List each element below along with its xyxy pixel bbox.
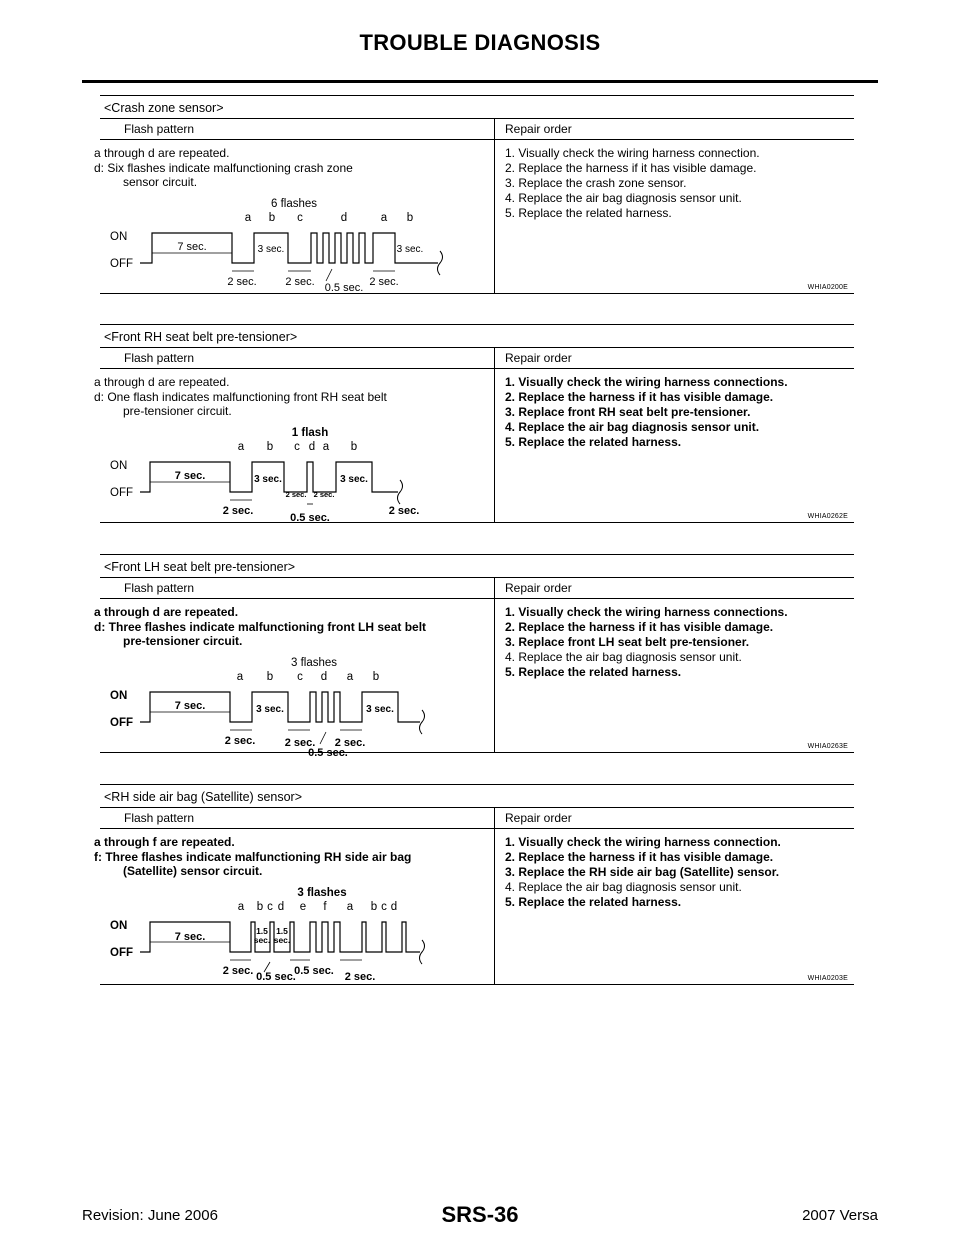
flash-pattern-header: Flash pattern: [100, 348, 494, 369]
on-label: ON: [110, 231, 128, 243]
svg-text:a: a: [380, 212, 388, 224]
repair-step: 5. Replace the related harness.: [505, 435, 682, 449]
svg-text:a: a: [346, 671, 354, 683]
svg-text:a: a: [346, 901, 354, 913]
repair-step: 3. Replace front RH seat belt pre-tensioner.: [505, 405, 751, 419]
svg-text:2 sec.: 2 sec.: [344, 971, 376, 983]
svg-text:c: c: [267, 901, 273, 913]
footer-revision: Revision: June 2006: [82, 1207, 218, 1224]
section-label: <RH side air bag (Satellite) sensor>: [104, 790, 303, 804]
svg-text:3 sec.: 3 sec.: [257, 244, 285, 255]
svg-text:f: f: [323, 901, 327, 913]
repair-step: 2. Replace the harness if it has visible damage.: [505, 620, 774, 634]
svg-text:d: d: [277, 901, 285, 913]
repair-step: 1. Visually check the wiring harness connection.: [505, 835, 781, 849]
repair-order-header: Repair order: [495, 578, 854, 599]
repair-step: 4. Replace the air bag diagnosis sensor unit.: [505, 880, 742, 894]
svg-text:2 sec.: 2 sec.: [285, 276, 315, 288]
repair-steps: [495, 599, 854, 680]
svg-text:0.5 sec.: 0.5 sec.: [256, 971, 296, 983]
pattern-description: a through d are repeated. d: One flash indicates malfunctioning front RH seat belt pre-tensioner circuit.: [94, 375, 387, 418]
page-title: TROUBLE DIAGNOSIS: [359, 30, 601, 55]
svg-text:7 sec.: 7 sec.: [177, 241, 207, 253]
svg-text:3 sec.: 3 sec.: [396, 244, 424, 255]
svg-text:d: d: [340, 212, 348, 224]
svg-text:1.5: 1.5: [276, 926, 288, 936]
footer-page-number: SRS-36: [441, 1202, 519, 1227]
repair-order-header: Repair order: [495, 808, 854, 829]
title-rule: [82, 80, 878, 83]
svg-text:2 sec.: 2 sec.: [369, 276, 399, 288]
svg-text:2 sec.: 2 sec.: [388, 505, 420, 517]
section-label: <Crash zone sensor>: [104, 101, 224, 115]
repair-step: 3. Replace front LH seat belt pre-tensioner.: [505, 635, 750, 649]
flash-waveform-diagram: [104, 195, 494, 293]
flash-waveform-diagram: [104, 424, 494, 522]
pattern-description: a through d are repeated. d: Six flashes indicate malfunctioning crash zone sensor circuit.: [94, 146, 353, 189]
svg-text:0.5 sec.: 0.5 sec.: [294, 965, 334, 977]
svg-text:a: a: [236, 671, 244, 683]
off-label: OFF: [110, 487, 133, 499]
svg-text:b: b: [350, 441, 358, 453]
svg-text:2 sec.: 2 sec.: [285, 490, 307, 499]
repair-steps: [495, 140, 854, 221]
flash-pattern-header: Flash pattern: [100, 808, 494, 829]
repair-step: 3. Replace the crash zone sensor.: [505, 176, 687, 190]
svg-text:b: b: [370, 901, 378, 913]
svg-text:a: a: [237, 901, 245, 913]
repair-step: 1. Visually check the wiring harness connections.: [505, 605, 788, 619]
svg-text:d: d: [390, 901, 398, 913]
repair-step: 2. Replace the harness if it has visible damage.: [505, 390, 774, 404]
repair-step: 5. Replace the related harness.: [505, 206, 672, 220]
figure-reference: WHIA0262E: [807, 513, 848, 520]
section-crash-zone-sensor: [94, 95, 854, 294]
repair-step: 1. Visually check the wiring harness connections.: [505, 375, 788, 389]
svg-text:7 sec.: 7 sec.: [174, 931, 206, 943]
svg-text:c: c: [381, 901, 387, 913]
svg-text:3 sec.: 3 sec.: [256, 704, 284, 715]
flash-waveform-diagram: [104, 884, 494, 984]
repair-step: 5. Replace the related harness.: [505, 895, 682, 909]
svg-text:d: d: [308, 441, 316, 453]
svg-text:b: b: [266, 671, 274, 683]
repair-step: 1. Visually check the wiring harness connection.: [505, 146, 760, 160]
svg-text:b: b: [256, 901, 264, 913]
off-label: OFF: [110, 258, 133, 270]
svg-text:b: b: [372, 671, 380, 683]
flash-waveform-diagram: [104, 654, 494, 759]
section-label: <Front RH seat belt pre-tensioner>: [104, 330, 298, 344]
svg-text:3 sec.: 3 sec.: [366, 704, 394, 715]
svg-text:sec.: sec.: [273, 935, 291, 945]
repair-order-header: Repair order: [495, 119, 854, 140]
repair-step: 4. Replace the air bag diagnosis sensor unit.: [505, 650, 742, 664]
repair-order-header: Repair order: [495, 348, 854, 369]
svg-text:2 sec.: 2 sec.: [224, 735, 256, 747]
off-label: OFF: [110, 717, 133, 729]
repair-step: 4. Replace the air bag diagnosis sensor unit.: [505, 191, 742, 205]
flash-pattern-header: Flash pattern: [100, 578, 494, 599]
repair-step: 5. Replace the related harness.: [505, 665, 682, 679]
repair-step: 4. Replace the air bag diagnosis sensor unit.: [505, 420, 760, 434]
svg-text:3 sec.: 3 sec.: [340, 474, 368, 485]
on-label: ON: [110, 460, 128, 472]
svg-text:a: a: [237, 441, 245, 453]
repair-steps: [495, 369, 854, 450]
svg-text:2 sec.: 2 sec.: [313, 490, 335, 499]
svg-text:c: c: [297, 671, 303, 683]
svg-text:3 sec.: 3 sec.: [254, 474, 282, 485]
svg-text:2 sec.: 2 sec.: [222, 505, 254, 517]
svg-text:sec.: sec.: [253, 935, 271, 945]
flashes-label: 6 flashes: [270, 198, 318, 210]
svg-text:2 sec.: 2 sec.: [334, 737, 366, 749]
on-label: ON: [110, 920, 128, 932]
svg-text:2 sec.: 2 sec.: [284, 737, 316, 749]
repair-step: 2. Replace the harness if it has visible damage.: [505, 850, 774, 864]
figure-reference: WHIA0200E: [807, 284, 848, 291]
section-label: <Front LH seat belt pre-tensioner>: [104, 560, 296, 574]
flashes-label: 3 flashes: [297, 887, 347, 899]
repair-step: 3. Replace the RH side air bag (Satellite) sensor.: [505, 865, 780, 879]
pattern-description: a through f are repeated. f: Three flashes indicate malfunctioning RH side air bag (Satellite) sensor circuit.: [94, 835, 412, 878]
svg-text:b: b: [268, 212, 276, 224]
svg-text:a: a: [322, 441, 330, 453]
flashes-label: 3 flashes: [290, 657, 338, 669]
svg-text:b: b: [266, 441, 274, 453]
repair-step: 2. Replace the harness if it has visible damage.: [505, 161, 757, 175]
pattern-description: a through d are repeated. d: Three flashes indicate malfunctioning front LH seat belt pre-tensioner circuit.: [94, 605, 427, 648]
svg-text:b: b: [406, 212, 414, 224]
svg-text:a: a: [244, 212, 252, 224]
svg-text:0.5 sec.: 0.5 sec.: [308, 747, 348, 759]
svg-text:1.5: 1.5: [256, 926, 268, 936]
svg-text:7 sec.: 7 sec.: [174, 700, 206, 712]
off-label: OFF: [110, 947, 133, 959]
section-front-rh-pretensioner: [94, 324, 854, 524]
svg-text:0.5 sec.: 0.5 sec.: [290, 512, 330, 524]
flashes-label: 1 flash: [291, 427, 329, 439]
section-front-lh-pretensioner: [94, 554, 854, 759]
footer-model: 2007 Versa: [802, 1207, 878, 1224]
svg-text:2 sec.: 2 sec.: [222, 965, 254, 977]
repair-steps: [495, 829, 854, 910]
svg-text:c: c: [294, 441, 300, 453]
figure-reference: WHIA0203E: [807, 975, 848, 982]
svg-text:2 sec.: 2 sec.: [227, 276, 257, 288]
svg-text:7 sec.: 7 sec.: [174, 470, 206, 482]
on-label: ON: [110, 690, 128, 702]
svg-text:d: d: [320, 671, 328, 683]
figure-reference: WHIA0263E: [807, 743, 848, 750]
svg-text:e: e: [299, 901, 307, 913]
section-rh-side-airbag-sensor: [94, 784, 854, 985]
svg-text:c: c: [297, 212, 303, 224]
flash-pattern-header: Flash pattern: [100, 119, 494, 140]
svg-text:0.5 sec.: 0.5 sec.: [324, 282, 364, 294]
